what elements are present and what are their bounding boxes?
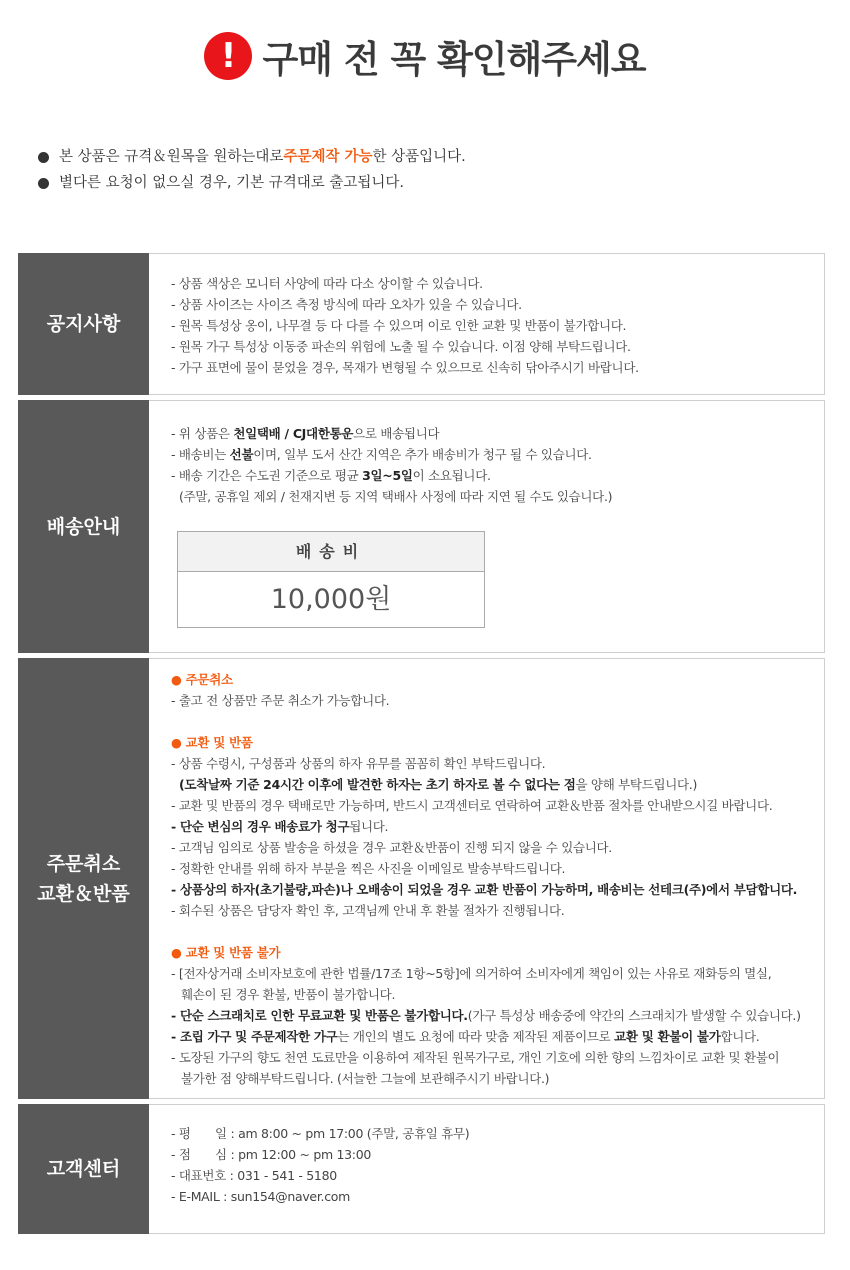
shipping-content — [171, 423, 816, 507]
no-return-line: - 단순 스크래치로 인한 무료교환 및 반품은 불가합니다.(가구 특성상 배송중에 약간의 스크래치가 발생할 수 있습니다.) — [171, 1008, 801, 1023]
exchange-line: (도착날짜 기준 24시간 이후에 발견한 하자는 초기 하자로 볼 수 없다는 점을 양해 부탁드립니다.) — [179, 777, 698, 792]
exchange-line: - 고객님 임의로 상품 발송을 하셨을 경우 교환＆반품이 진행 되지 않을 수 있습니다. — [171, 840, 612, 855]
exchange-line: - 회수된 상품은 담당자 확인 후, 고객님께 안내 후 환불 절차가 진행됩니다. — [171, 903, 565, 918]
intro-text: 별다른 요청이 없으실 경우, 기본 규격대로 출고됩니다. — [59, 175, 405, 191]
intro-text: 한 상품입니다. — [372, 149, 466, 165]
returns-label-line1: 주문취소 — [46, 852, 121, 875]
service-lunch: - 점 심 : pm 12:00 ~ pm 13:00 — [171, 1147, 372, 1162]
exchange-line: - 상품 수령시, 구성품과 상품의 하자 유무를 꼼꼼히 확인 부탁드립니다. — [171, 756, 546, 771]
page-header — [0, 28, 850, 84]
notice-line: - 원목 특성상 옹이, 나무결 등 다 다를 수 있으며 이로 인한 교환 및 반품이 불가합니다. — [171, 318, 627, 333]
intro-text: 본 상품은 규격＆원목을 원하는대로 — [59, 149, 284, 165]
service-content — [171, 1123, 816, 1207]
service-label: 고객센터 — [18, 1104, 149, 1234]
prepaid-text: 선불 — [229, 447, 254, 462]
shipping-section — [18, 400, 825, 653]
notice-line: - 원목 가구 특성상 이동중 파손의 위험에 노출 될 수 있습니다. 이점 양해 부탁드립니다. — [171, 339, 631, 354]
no-return-line: - 조립 가구 및 주문제작한 가구는 개인의 별도 요청에 따라 맞춤 제작된 제품이므로 교환 및 환불이 불가합니다. — [171, 1029, 760, 1044]
notice-line: - 가구 표면에 물이 묻었을 경우, 목재가 변형될 수 있으므로 신속히 닦아주시기 바랍니다. — [171, 360, 639, 375]
fee-header: 배송비 — [178, 532, 484, 572]
no-return-line: - 도장된 가구의 향도 천연 도료만을 이용하여 제작된 원목가구로, 개인 기호에 의한 향의 느낌차이로 교환 및 환불이 — [171, 1050, 780, 1065]
bullet-icon — [38, 152, 49, 163]
no-return-heading: ● 교환 및 반품 불가 — [171, 945, 281, 960]
returns-label-line2: 교환＆반품 — [37, 882, 130, 905]
cancel-heading: ● 주문취소 — [171, 672, 233, 687]
notice-line: - 상품 사이즈는 사이즈 측정 방식에 따라 오차가 있을 수 있습니다. — [171, 297, 522, 312]
exchange-line: - 상품상의 하자(초기불량,파손)나 오배송이 되었을 경우 교환 반품이 가능하며, 배송비는 선테크(주)에서 부담합니다. — [171, 882, 798, 897]
intro-notes — [38, 144, 466, 196]
page-title: 구매 전 꼭 확인해주세요 — [262, 38, 646, 81]
exchange-line: - 단순 변심의 경우 배송료가 청구됩니다. — [171, 819, 389, 834]
service-phone: - 대표번호 : 031 - 541 - 5180 — [171, 1168, 337, 1183]
shipping-fee-table — [177, 531, 485, 628]
bullet-icon — [38, 178, 49, 189]
cancel-line: - 출고 전 상품만 주문 취소가 가능합니다. — [171, 693, 390, 708]
returns-label — [18, 658, 149, 1099]
intro-line-custom — [38, 144, 466, 170]
shipping-note-line: (주말, 공휴일 제외 / 천재지변 등 지역 택배사 사정에 따라 지연 될 수도 있습니다.) — [179, 489, 613, 504]
shipping-carrier-line: - 위 상품은 천일택배 / CJ대한통운으로 배송됩니다 — [171, 426, 440, 441]
carrier-name: 천일택배 / CJ대한통운 — [233, 426, 354, 441]
exchange-heading: ● 교환 및 반품 — [171, 735, 253, 750]
fee-value: 10,000원 — [270, 584, 392, 615]
no-return-line: 훼손이 된 경우 환불, 반품이 불가합니다. — [181, 987, 396, 1002]
shipping-period-line: - 배송 기간은 수도권 기준으로 평균 3일~5일이 소요됩니다. — [171, 468, 491, 483]
exchange-line: - 교환 및 반품의 경우 택배로만 가능하며, 반드시 고객센터로 연락하여 교환＆반품 절차를 안내받으시길 바랍니다. — [171, 798, 773, 813]
service-section — [18, 1104, 825, 1234]
returns-content — [171, 669, 816, 1089]
shipping-label: 배송안내 — [18, 400, 149, 653]
service-hours: - 평 일 : am 8:00 ~ pm 17:00 (주말, 공휴일 휴무) — [171, 1126, 470, 1141]
notice-line: - 상품 색상은 모니터 사양에 따라 다소 상이할 수 있습니다. — [171, 276, 483, 291]
custom-order-highlight: 주문제작 가능 — [283, 149, 373, 165]
period-text: 3일~5일 — [362, 468, 413, 483]
notice-label: 공지사항 — [18, 253, 149, 395]
notice-section — [18, 253, 825, 395]
exclamation-icon: ! — [204, 32, 252, 80]
no-return-line: 불가한 점 양해부탁드립니다. (서늘한 그늘에 보관해주시기 바랍니다.) — [181, 1071, 550, 1086]
shipping-fee-line: - 배송비는 선불이며, 일부 도서 산간 지역은 추가 배송비가 청구 될 수 있습니다. — [171, 447, 592, 462]
returns-section — [18, 658, 825, 1099]
exchange-line: - 정확한 안내를 위해 하자 부분을 찍은 사진을 이메일로 발송부탁드립니다. — [171, 861, 566, 876]
notice-content — [171, 273, 816, 378]
intro-line-default — [38, 170, 466, 196]
no-return-line: - [전자상거래 소비자보호에 관한 법률/17조 1항~5항]에 의거하여 소비자에게 책임이 있는 사유로 재화등의 멸실, — [171, 966, 772, 981]
service-email: - E-MAIL : sun154@naver.com — [171, 1189, 350, 1204]
